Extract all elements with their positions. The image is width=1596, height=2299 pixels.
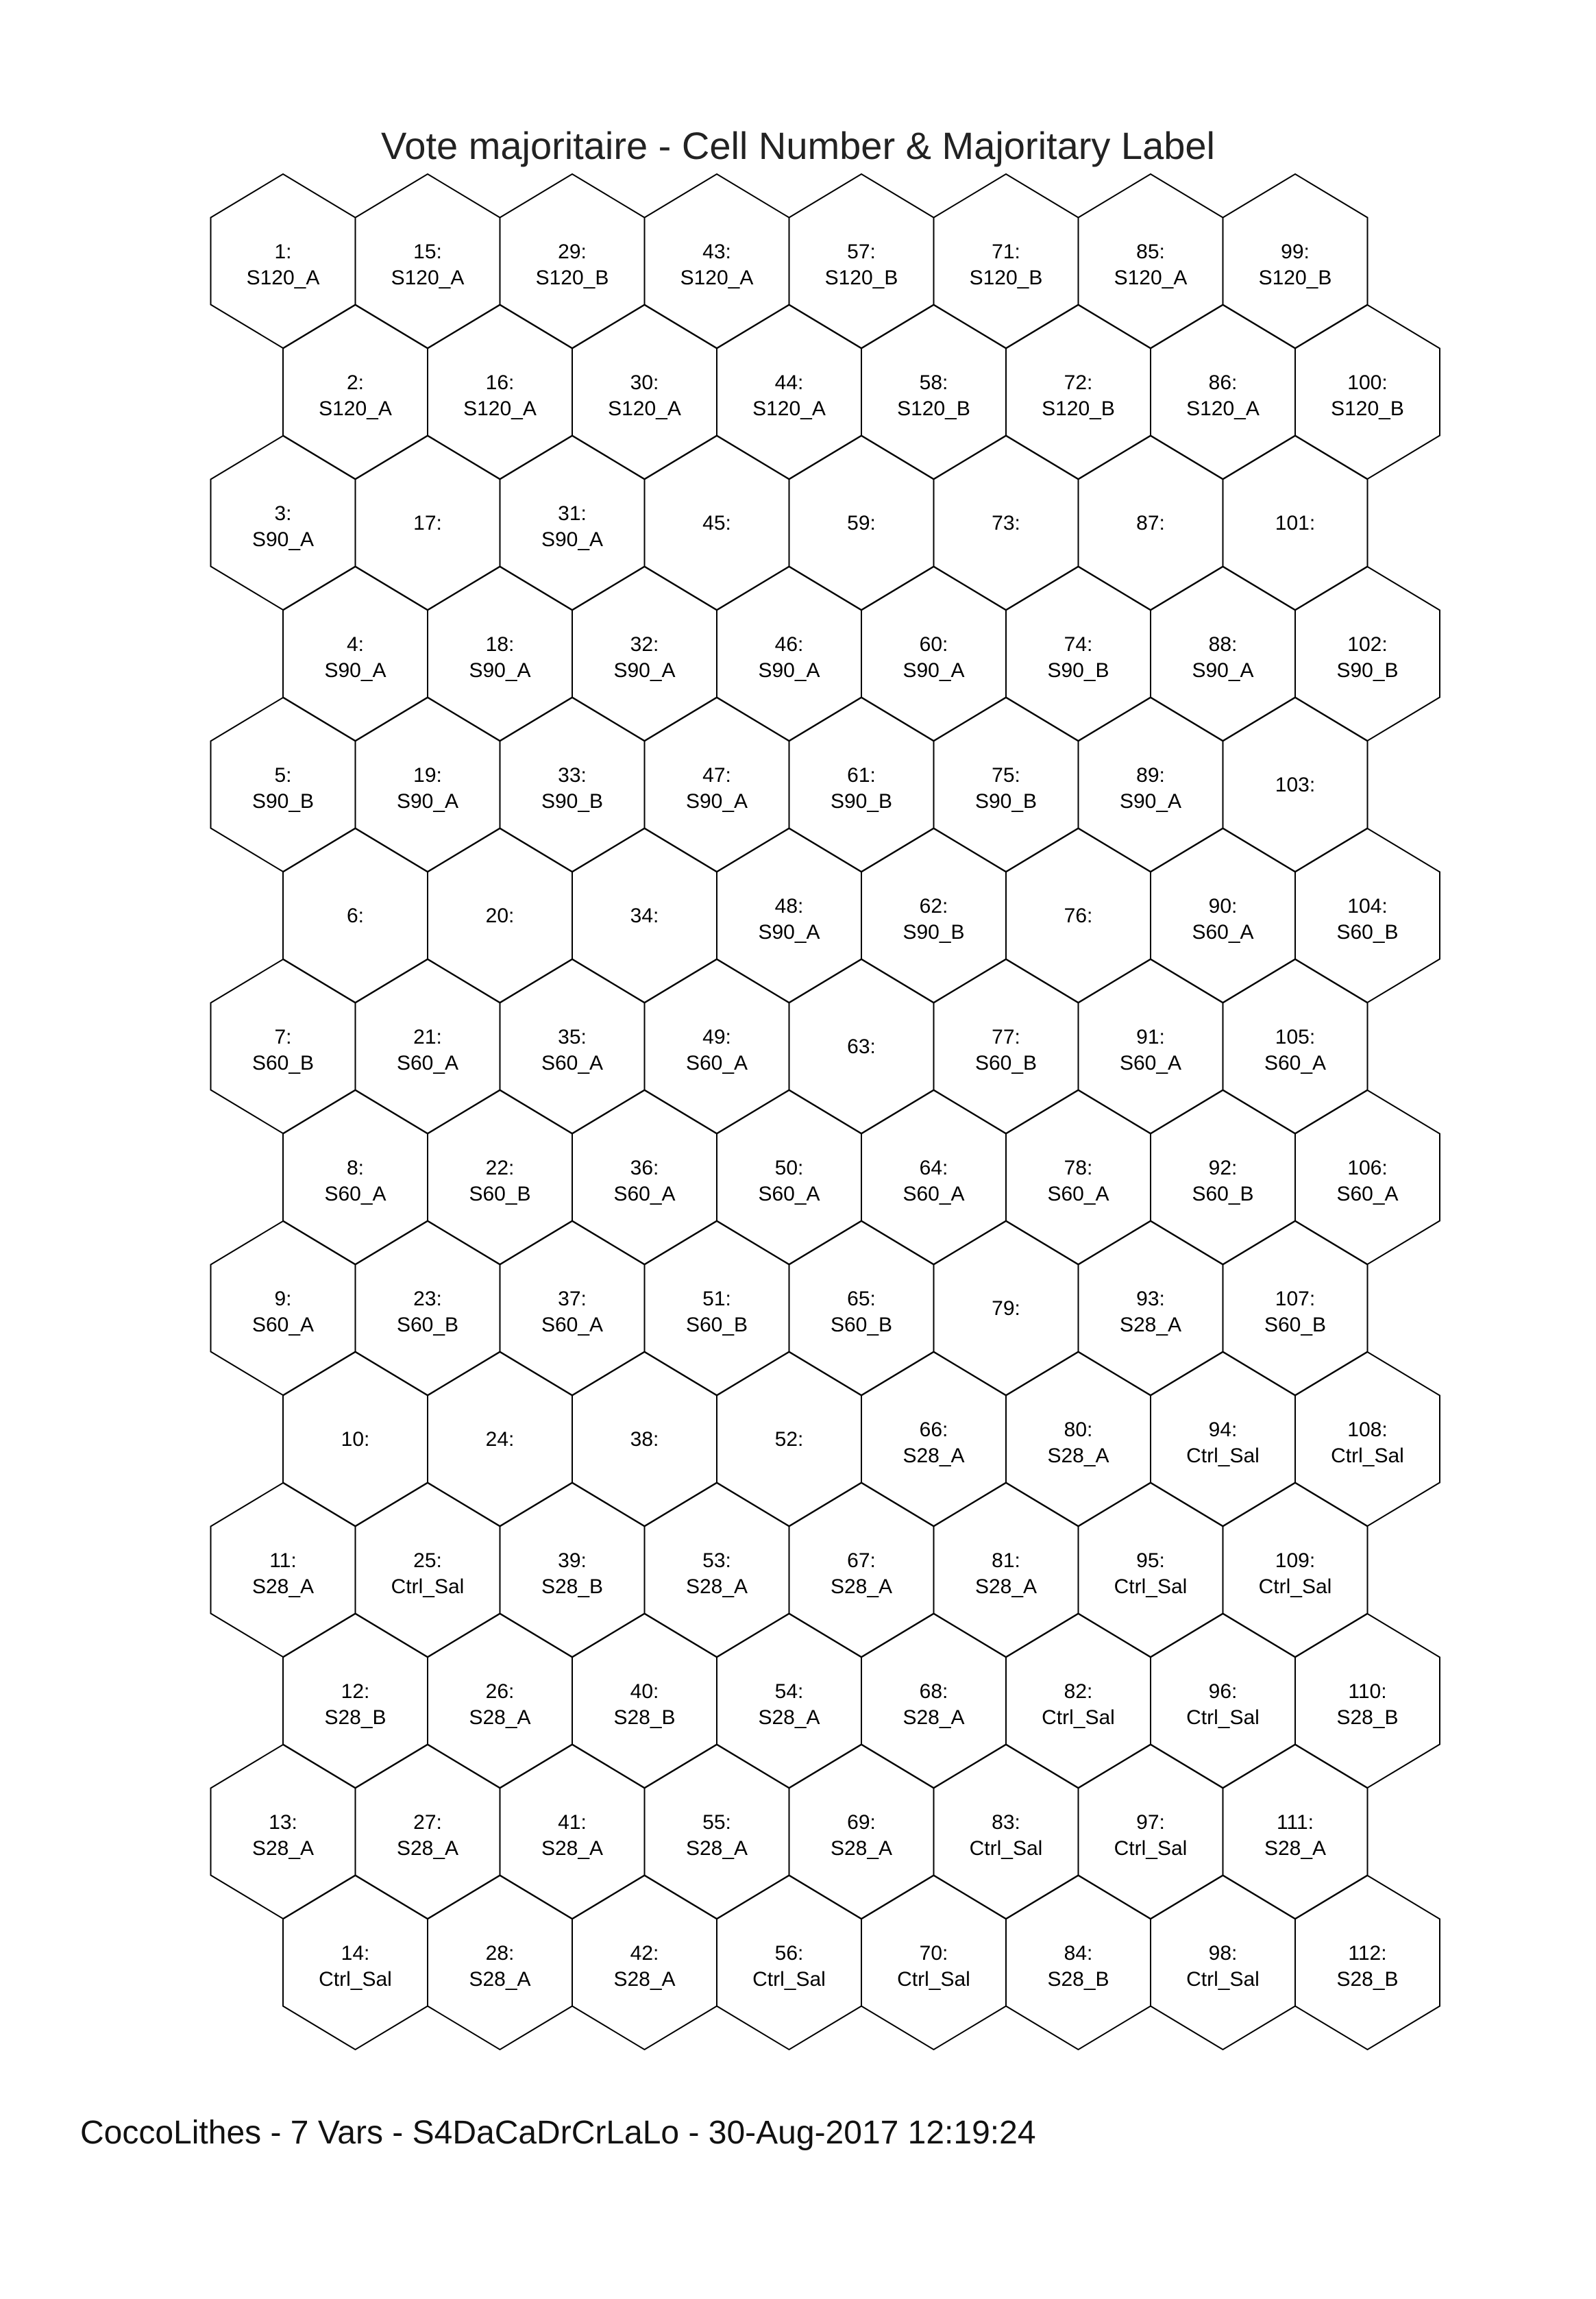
cell-number: 44: (774, 371, 804, 394)
cell-label: Ctrl_Sal (1114, 1575, 1188, 1598)
cell-number: 38: (630, 1428, 659, 1451)
cell-number: 58: (919, 371, 948, 394)
cell-number: 17: (413, 512, 442, 534)
cell-label: S28_A (1119, 1314, 1182, 1336)
cell-number: 63: (847, 1035, 876, 1058)
cell-label: S60_B (974, 1052, 1038, 1074)
cell-number: 99: (1281, 241, 1310, 263)
cell-number: 75: (992, 764, 1020, 787)
cell-label: S120_B (1042, 397, 1115, 420)
cell-number: 94: (1208, 1418, 1238, 1441)
cell-label: S60_A (1119, 1052, 1182, 1074)
cell-number: 103: (1275, 774, 1316, 796)
cell-label: S28_A (251, 1575, 315, 1598)
cell-label: S28_A (541, 1837, 604, 1860)
cell-number: 18: (485, 633, 515, 656)
cell-label: Ctrl_Sal (391, 1575, 465, 1598)
cell-number: 74: (1064, 633, 1093, 656)
cell-label: S60_A (541, 1052, 604, 1074)
cell-number: 45: (702, 512, 731, 534)
cell-number: 11: (269, 1549, 297, 1572)
cell-number: 46: (774, 633, 804, 656)
cell-label: S28_B (541, 1575, 604, 1598)
cell-number: 22: (485, 1157, 515, 1179)
cell-label: S28_A (903, 1444, 965, 1467)
cell-label: S90_A (251, 528, 315, 551)
cell-label: S120_B (535, 267, 609, 289)
cell-label: S60_A (1192, 921, 1254, 944)
cell-number: 16: (485, 371, 515, 394)
cell-label: Ctrl_Sal (1186, 1444, 1260, 1467)
cell-number: 31: (558, 502, 587, 525)
cell-number: 21: (413, 1026, 442, 1048)
cell-label: Ctrl_Sal (969, 1837, 1043, 1860)
cell-number: 64: (919, 1157, 948, 1179)
cell-label: S120_B (824, 267, 898, 289)
cell-label: Ctrl_Sal (1114, 1837, 1188, 1860)
cell-number: 37: (558, 1288, 587, 1310)
cell-label: S60_A (1047, 1183, 1109, 1205)
cell-number: 49: (702, 1026, 731, 1048)
cell-label: S120_B (969, 267, 1043, 289)
cell-label: S60_B (1336, 921, 1399, 944)
cell-number: 6: (346, 905, 365, 927)
cell-number: 56: (774, 1942, 804, 1965)
cell-label: S28_A (758, 1706, 820, 1729)
cell-number: 102: (1347, 633, 1388, 656)
cell-label: S90_A (903, 659, 965, 682)
cell-label: S60_B (685, 1314, 748, 1336)
cell-label: Ctrl_Sal (1042, 1706, 1115, 1729)
cell-number: 27: (413, 1811, 442, 1834)
cell-label: S90_A (324, 659, 386, 682)
cell-label: Ctrl_Sal (1186, 1706, 1260, 1729)
cell-number: 90: (1208, 895, 1238, 918)
cell-label: S60_A (1336, 1183, 1399, 1205)
cell-label: Ctrl_Sal (752, 1968, 826, 1991)
cell-number: 36: (630, 1157, 659, 1179)
cell-number: 3: (274, 502, 292, 525)
cell-number: 111: (1277, 1811, 1314, 1834)
cell-number: 112: (1348, 1942, 1387, 1965)
cell-number: 100: (1347, 371, 1388, 394)
cell-number: 10: (341, 1428, 370, 1451)
cell-label: S60_A (758, 1183, 820, 1205)
page-title: Vote majoritaire - Cell Number & Majoritary Label (381, 124, 1215, 167)
cell-label: S120_A (1114, 267, 1188, 289)
cell-number: 28: (485, 1942, 515, 1965)
cell-number: 15: (413, 241, 442, 263)
cell-number: 52: (774, 1428, 804, 1451)
cell-label: S28_A (685, 1575, 748, 1598)
cell-label: Ctrl_Sal (897, 1968, 970, 1991)
cell-number: 29: (558, 241, 587, 263)
cell-number: 91: (1136, 1026, 1165, 1048)
cell-label: S28_A (396, 1837, 459, 1860)
cell-number: 106: (1347, 1157, 1388, 1179)
cell-number: 109: (1275, 1549, 1316, 1572)
cell-number: 101: (1275, 512, 1316, 534)
cell-label: S28_B (1336, 1706, 1399, 1729)
cell-number: 47: (702, 764, 731, 787)
cell-number: 43: (702, 241, 731, 263)
cell-label: S90_B (251, 790, 315, 813)
cell-number: 92: (1208, 1157, 1238, 1179)
cell-number: 76: (1064, 905, 1093, 927)
cell-label: S120_B (1331, 397, 1404, 420)
cell-label: S90_A (469, 659, 531, 682)
cell-number: 105: (1275, 1026, 1316, 1048)
cell-label: S60_A (396, 1052, 459, 1074)
cell-label: S60_A (903, 1183, 965, 1205)
cell-number: 30: (630, 371, 659, 394)
cell-number: 60: (919, 633, 948, 656)
cell-label: S28_A (903, 1706, 965, 1729)
cell-label: S28_A (251, 1837, 315, 1860)
cell-number: 89: (1136, 764, 1165, 787)
cell-number: 97: (1136, 1811, 1165, 1834)
cell-number: 66: (919, 1418, 948, 1441)
cell-label: S90_A (396, 790, 459, 813)
cell-number: 51: (702, 1288, 731, 1310)
cell-label: S28_A (974, 1575, 1038, 1598)
cell-label: S90_B (974, 790, 1038, 813)
cell-number: 79: (992, 1297, 1020, 1320)
cell-number: 87: (1136, 512, 1165, 534)
cell-number: 39: (558, 1549, 587, 1572)
cell-label: Ctrl_Sal (1258, 1575, 1332, 1598)
cell-label: S28_B (1047, 1968, 1109, 1991)
cell-label: S90_A (758, 921, 820, 944)
cell-number: 77: (992, 1026, 1020, 1048)
cell-label: S90_B (1047, 659, 1109, 682)
cell-number: 24: (485, 1428, 515, 1451)
cell-label: S120_A (463, 397, 537, 420)
cell-label: S28_A (469, 1706, 531, 1729)
cell-number: 86: (1208, 371, 1238, 394)
cell-number: 108: (1347, 1418, 1388, 1441)
footer-caption: CoccoLithes - 7 Vars - S4DaCaDrCrLaLo - 30-Aug-2017 12:19:24 (80, 2115, 1036, 2151)
cell-label: S120_A (391, 267, 465, 289)
cell-number: 5: (274, 764, 292, 787)
cell-number: 61: (847, 764, 876, 787)
cell-number: 13: (269, 1811, 297, 1834)
cell-number: 33: (558, 764, 587, 787)
cell-label: S60_B (1264, 1314, 1327, 1336)
cell-label: S28_A (830, 1837, 893, 1860)
cell-number: 7: (274, 1026, 292, 1048)
cell-number: 107: (1275, 1288, 1316, 1310)
cell-number: 8: (346, 1157, 365, 1179)
cell-number: 34: (630, 905, 659, 927)
cell-number: 82: (1064, 1680, 1093, 1703)
cell-number: 25: (413, 1549, 442, 1572)
cell-number: 40: (630, 1680, 659, 1703)
cell-label: S90_A (685, 790, 748, 813)
cell-number: 67: (847, 1549, 876, 1572)
cell-label: S90_B (830, 790, 893, 813)
cell-label: S90_A (1192, 659, 1254, 682)
cell-number: 1: (274, 241, 292, 263)
cell-number: 32: (630, 633, 659, 656)
cell-number: 23: (413, 1288, 442, 1310)
cell-label: Ctrl_Sal (319, 1968, 392, 1991)
cell-number: 71: (992, 241, 1020, 263)
cell-number: 104: (1347, 895, 1388, 918)
cell-number: 2: (346, 371, 365, 394)
cell-number: 48: (774, 895, 804, 918)
cell-number: 69: (847, 1811, 876, 1834)
cell-label: S60_B (396, 1314, 459, 1336)
cell-label: S28_A (1047, 1444, 1109, 1467)
cell-label: S60_A (1264, 1052, 1327, 1074)
cell-label: S60_B (1192, 1183, 1254, 1205)
cell-label: S90_B (903, 921, 965, 944)
cell-number: 59: (847, 512, 876, 534)
cell-number: 98: (1208, 1942, 1238, 1965)
cell-label: S28_A (613, 1968, 676, 1991)
cell-number: 93: (1136, 1288, 1165, 1310)
cell-number: 96: (1208, 1680, 1238, 1703)
cell-number: 35: (558, 1026, 587, 1048)
cell-label: S120_B (1258, 267, 1332, 289)
cell-label: S28_A (1264, 1837, 1327, 1860)
cell-number: 54: (774, 1680, 804, 1703)
cell-number: 41: (558, 1811, 587, 1834)
cell-label: S28_A (685, 1837, 748, 1860)
cell-label: S28_A (830, 1575, 893, 1598)
cell-label: S60_A (251, 1314, 315, 1336)
cell-number: 50: (774, 1157, 804, 1179)
cell-label: S120_A (608, 397, 681, 420)
cell-number: 73: (992, 512, 1020, 534)
cell-number: 81: (992, 1549, 1020, 1572)
cell-number: 80: (1064, 1418, 1093, 1441)
cell-label: Ctrl_Sal (1186, 1968, 1260, 1991)
cell-label: S120_A (752, 397, 826, 420)
cell-number: 110: (1348, 1680, 1387, 1703)
cell-label: S120_A (246, 267, 320, 289)
cell-number: 26: (485, 1680, 515, 1703)
cell-number: 70: (919, 1942, 948, 1965)
cell-number: 84: (1064, 1942, 1093, 1965)
cell-label: S120_A (1186, 397, 1260, 420)
cell-number: 88: (1208, 633, 1238, 656)
cell-label: S90_B (541, 790, 604, 813)
cell-label: S60_B (469, 1183, 531, 1205)
cell-number: 95: (1136, 1549, 1165, 1572)
cell-label: S60_A (541, 1314, 604, 1336)
cell-label: S28_B (613, 1706, 676, 1729)
cell-number: 14: (341, 1942, 370, 1965)
cell-number: 62: (919, 895, 948, 918)
cell-number: 83: (992, 1811, 1020, 1834)
cell-number: 19: (413, 764, 442, 787)
cell-label: S90_B (1336, 659, 1399, 682)
cell-label: S120_A (319, 397, 392, 420)
cell-number: 65: (847, 1288, 876, 1310)
cell-label: S60_A (685, 1052, 748, 1074)
cell-number: 9: (274, 1288, 292, 1310)
cell-number: 12: (341, 1680, 370, 1703)
cell-label: Ctrl_Sal (1331, 1444, 1404, 1467)
cell-label: S28_A (469, 1968, 531, 1991)
cell-label: S60_A (613, 1183, 676, 1205)
cell-number: 72: (1064, 371, 1093, 394)
cell-label: S120_A (680, 267, 754, 289)
cell-label: S60_B (251, 1052, 315, 1074)
cell-label: S60_A (324, 1183, 386, 1205)
cell-number: 57: (847, 241, 876, 263)
cell-number: 53: (702, 1549, 731, 1572)
cell-number: 55: (702, 1811, 731, 1834)
cell-number: 42: (630, 1942, 659, 1965)
cell-label: S90_A (541, 528, 604, 551)
cell-label: S28_B (324, 1706, 386, 1729)
cell-number: 20: (485, 905, 515, 927)
cell-label: S90_A (1119, 790, 1182, 813)
cell-number: 78: (1064, 1157, 1093, 1179)
cell-number: 85: (1136, 241, 1165, 263)
cell-number: 4: (346, 633, 365, 656)
cell-number: 68: (919, 1680, 948, 1703)
cell-label: S90_A (758, 659, 820, 682)
cell-label: S60_B (830, 1314, 893, 1336)
cell-label: S90_A (613, 659, 676, 682)
cell-label: S120_B (897, 397, 970, 420)
cell-label: S28_B (1336, 1968, 1399, 1991)
